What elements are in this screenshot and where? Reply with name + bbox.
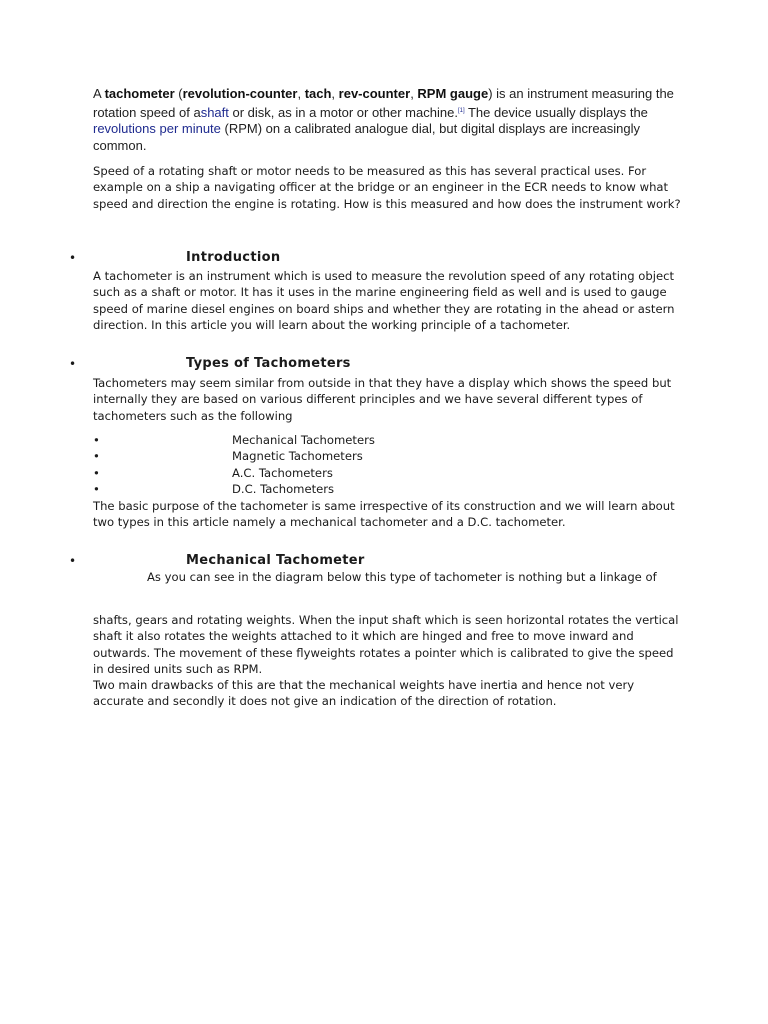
list-item-label: Mechanical Tachometers: [232, 433, 375, 447]
text-fragment: ,: [297, 86, 305, 101]
term-rpm-gauge: RPM gauge: [417, 86, 489, 101]
introduction-paragraph: A tachometer is an instrument which is used to measure the revolution speed of any rotating object such as a shaft or motor. It has it uses in the marine engineering field as well and is used to gauge speed of marine diesel engines on board ships and whether they are rotating in the ahead or astern direction. In this article you will learn about the working principle of a tachometer.: [93, 269, 675, 333]
term-tach: tach: [304, 86, 332, 101]
list-bullet: •: [93, 449, 100, 464]
heading-types-of-tachometers: Types of Tachometers: [186, 356, 351, 371]
text-fragment: ) is an instrument measuring the rotation speed of a: [93, 86, 674, 120]
list-item: [93, 448, 593, 464]
speed-paragraph: Speed of a rotating shaft or motor needs to be measured as this has several practical uses. For example on a ship a navigating officer at the bridge or an engineer in the ECR needs to know what speed and direction the engine is rotating. How is this measured and how does the instrument work?: [93, 164, 681, 211]
text-fragment: The device usually displays the: [464, 104, 648, 120]
list-bullet: •: [93, 465, 100, 480]
reference-marker[interactable]: [1]: [457, 107, 465, 114]
link-revolutions-per-minute[interactable]: revolutions per minute: [93, 121, 221, 136]
text-fragment: (: [174, 86, 183, 101]
list-bullet: •: [93, 482, 100, 497]
section-bullet: •: [69, 554, 77, 568]
list-item: [93, 432, 593, 448]
list-item-label: A.C. Tachometers: [232, 465, 333, 480]
mechanical-paragraph: shafts, gears and rotating weights. When the input shaft which is seen horizontal rotates the vertical shaft it also rotates the weights attached to it which are hinged and free to move inward and outwards. The movement of these flyweights rotates a pointer which is calibrated to give the speed in desired units such as RPM.: [93, 613, 679, 677]
wiki-intro-paragraph: [93, 86, 683, 154]
heading-mechanical-tachometer: Mechanical Tachometer: [186, 553, 365, 568]
heading-introduction: Introduction: [186, 250, 281, 265]
list-item: [93, 465, 593, 481]
text-fragment: or disk, as in a motor or other machine.: [228, 104, 458, 120]
list-item: [93, 481, 593, 497]
term-tachometer: tachometer: [104, 86, 175, 101]
term-revolution-counter: revolution-counter: [182, 86, 298, 101]
list-item-label: D.C. Tachometers: [232, 482, 335, 497]
text-fragment: ,: [410, 86, 418, 101]
types-summary-paragraph: The basic purpose of the tachometer is same irrespective of its construction and we will learn about two types in this article namely a mechanical tachometer and a D.C. tachometer.: [93, 499, 675, 530]
link-shaft[interactable]: shaft: [200, 104, 229, 120]
types-paragraph: Tachometers may seem similar from outside in that they have a display which shows the speed but internally they are based on various different principles and we have several different types of tachometers such as the following: [93, 376, 672, 423]
section-bullet: •: [69, 357, 77, 371]
text-fragment: ,: [331, 86, 339, 101]
section-bullet: •: [69, 251, 77, 265]
tachometer-types-list: [93, 432, 593, 498]
list-bullet: •: [93, 433, 100, 447]
text-fragment: A: [93, 86, 105, 101]
drawbacks-paragraph: Two main drawbacks of this are that the mechanical weights have inertia and hence not very accurate and secondly it does not give an indication of the direction of rotation.: [93, 678, 635, 709]
mechanical-lead-line: As you can see in the diagram below this type of tachometer is nothing but a linkage of: [147, 570, 657, 584]
list-item-label: Magnetic Tachometers: [232, 449, 363, 464]
term-rev-counter: rev-counter: [338, 86, 411, 101]
text-fragment: (RPM) on a calibrated analogue dial, but digital displays are increasingly common.: [93, 121, 641, 153]
